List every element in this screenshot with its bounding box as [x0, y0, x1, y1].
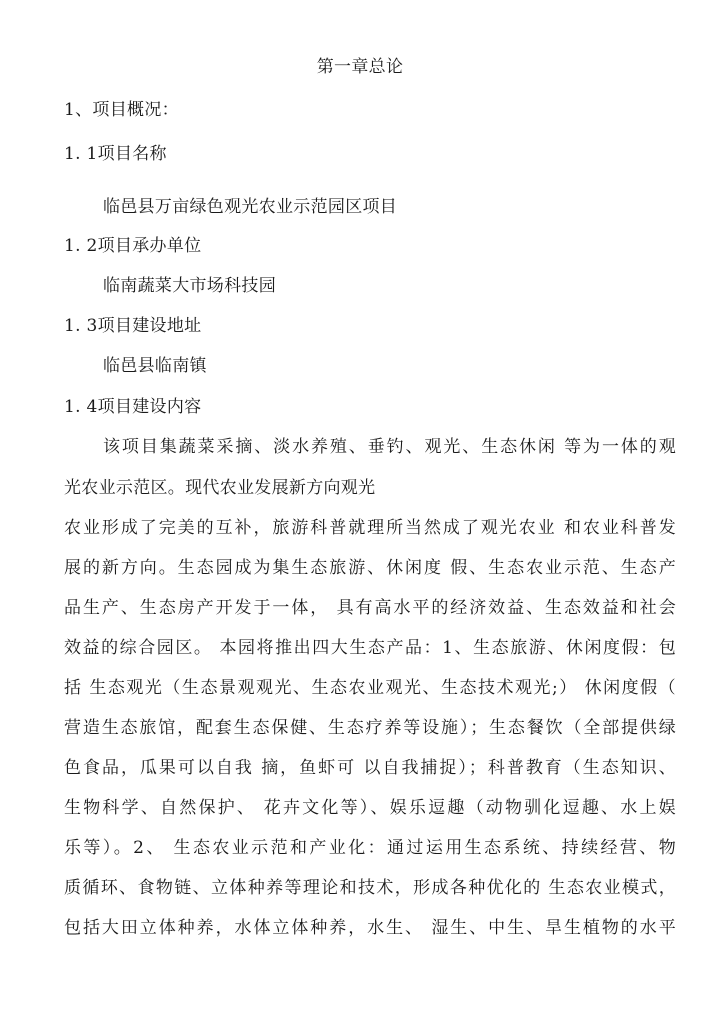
paragraph-line: 生物科学、自然保护、 花卉文化等）、娱乐逗趣（动物驯化逗趣、水上娱: [64, 798, 676, 818]
location-text: 临邑县临南镇: [103, 356, 207, 376]
paragraph-line: 质循环、食物链、立体种养等理论和技术，形成各种优化的 生态农业模式，: [64, 878, 676, 898]
subsection-heading-1-2: 1. 2项目承办单位: [64, 236, 202, 256]
subsection-heading-1-4: 1. 4项目建设内容: [64, 397, 202, 417]
paragraph-line: 光农业示范区。现代农业发展新方向观光: [64, 478, 376, 498]
paragraph-line: 效益的综合园区。 本园将推出四大生态产品：1、生态旅游、休闲度假：包: [64, 638, 676, 658]
organizer-text: 临南蔬菜大市场科技园: [103, 276, 276, 296]
chapter-title: 第一章总论: [316, 57, 404, 77]
paragraph-line: 农业形成了完美的互补，旅游科普就理所当然成了观光农业 和农业科普发: [64, 518, 676, 538]
section-heading: 1、项目概况：: [64, 100, 179, 120]
paragraph-line: 展的新方向。生态园成为集生态旅游、休闲度 假、生态农业示范、生态产: [64, 558, 676, 578]
paragraph-line: 该项目集蔬菜采摘、淡水养殖、垂钓、观光、生态休闲 等为一体的观: [103, 437, 676, 457]
paragraph-line: 品生产、生态房产开发于一体， 具有高水平的经济效益、生态效益和社会: [64, 598, 676, 618]
paragraph-line: 色食品，瓜果可以自我 摘，鱼虾可 以自我捕捉）；科普教育（生态知识、: [64, 758, 676, 778]
project-name-text: 临邑县万亩绿色观光农业示范园区项目: [103, 197, 398, 217]
paragraph-line: 乐等）。2、 生态农业示范和产业化：通过运用生态系统、持续经营、物: [64, 838, 676, 858]
paragraph-line: 营造生态旅馆，配套生态保健、生态疗养等设施）；生态餐饮（全部提供绿: [64, 718, 676, 738]
paragraph-line: 包括大田立体种养，水体立体种养，水生、 湿生、中生、旱生植物的水平: [64, 918, 676, 938]
paragraph-line: 括 生态观光（生态景观观光、生态农业观光、生态技术观光;） 休闲度假（: [64, 678, 676, 698]
subsection-heading-1-3: 1. 3项目建设地址: [64, 316, 202, 336]
subsection-heading-1-1: 1. 1项目名称: [64, 144, 167, 164]
